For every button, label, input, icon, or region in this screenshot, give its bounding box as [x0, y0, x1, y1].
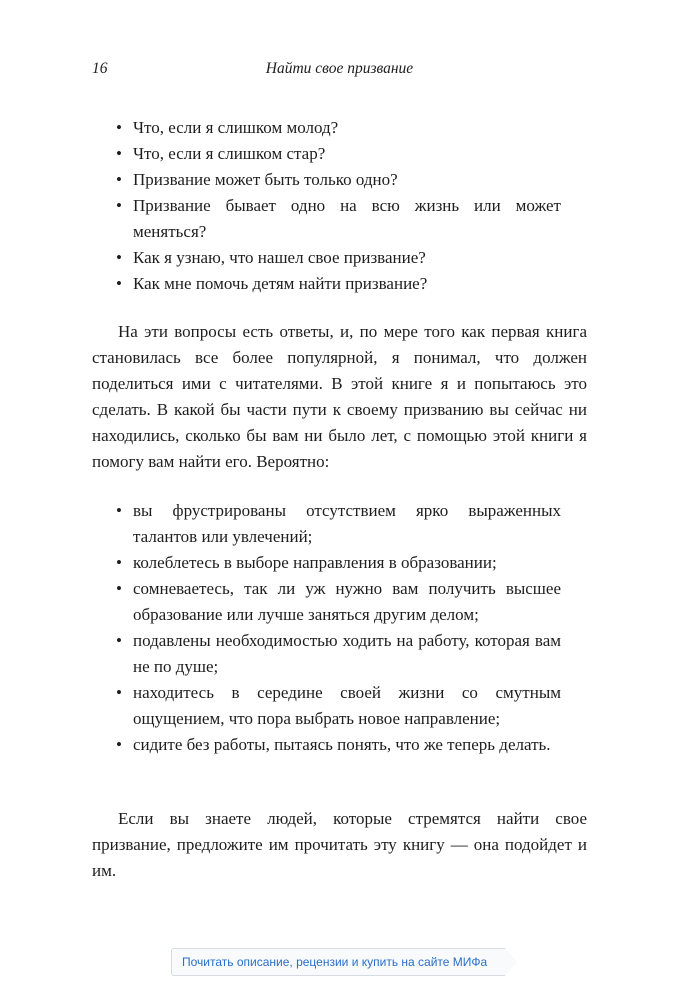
list-item	[92, 576, 561, 628]
questions-list-block	[92, 115, 587, 297]
list-item	[92, 115, 561, 141]
list-item-text: колеблетесь в выборе направления в образовании;	[133, 553, 497, 572]
states-list-block	[92, 498, 587, 758]
book-title: Найти свое призвание	[265, 60, 414, 77]
list-item	[92, 628, 561, 680]
list-item	[92, 732, 561, 758]
bullet-icon: •	[116, 553, 122, 572]
list-item	[92, 498, 561, 550]
bullet-icon: •	[116, 248, 122, 267]
list-item	[92, 550, 561, 576]
list-item-text: Что, если я слишком молод?	[133, 118, 339, 137]
list-item-text: Как я узнаю, что нашел свое призвание?	[133, 248, 426, 267]
list-item-text: сидите без работы, пытаясь понять, что же теперь делать.	[133, 735, 551, 754]
bullet-icon: •	[116, 683, 122, 702]
bullet-icon: •	[116, 735, 122, 754]
list-item-text: сомневаетесь, так ли уж нужно вам получить высшее образование или лучше заняться другим делом;	[133, 579, 561, 624]
list-item-text: Призвание бывает одно на всю жизнь или может меняться?	[133, 196, 561, 241]
bullet-icon: •	[116, 501, 122, 520]
list-item	[92, 193, 561, 245]
questions-list	[92, 115, 587, 297]
body-paragraph-block	[92, 319, 587, 475]
list-item-text: подавлены необходимостью ходить на работу, которая вам не по душе;	[133, 631, 561, 676]
closing-paragraph-block	[92, 806, 587, 884]
page-number: 16	[92, 60, 108, 77]
list-item-text: Что, если я слишком стар?	[133, 144, 326, 163]
bullet-icon: •	[116, 170, 122, 189]
list-item-text: Призвание может быть только одно?	[133, 170, 398, 189]
body-paragraph: На эти вопросы есть ответы, и, по мере того как первая книга становилась все более популярной, я понимал, что должен поделиться ими с читателями. В этой книге я и попытаюсь это сделать. В какой бы части пути к своему призванию вы сейчас ни находились, сколько бы вам ни было лет, с помощью этой книги я помогу вам найти его. Вероятно:	[92, 322, 587, 471]
list-item-text: находитесь в середине своей жизни со смутным ощущением, что пора выбрать новое направление;	[133, 683, 561, 728]
running-head	[92, 60, 587, 84]
list-item	[92, 271, 561, 297]
buy-book-link[interactable]: Почитать описание, рецензии и купить на сайте МИФа	[171, 948, 505, 976]
bullet-icon: •	[116, 579, 122, 598]
list-item	[92, 167, 561, 193]
states-list	[92, 498, 587, 758]
list-item	[92, 680, 561, 732]
list-item-text: Как мне помочь детям найти призвание?	[133, 274, 428, 293]
closing-paragraph: Если вы знаете людей, которые стремятся найти свое призвание, предложите им прочитать эту книгу — она подойдет и им.	[92, 809, 587, 880]
bullet-icon: •	[116, 631, 122, 650]
list-item-text: вы фрустрированы отсутствием ярко выраженных талантов или увлечений;	[133, 501, 561, 546]
bullet-icon: •	[116, 144, 122, 163]
list-item	[92, 245, 561, 271]
bullet-icon: •	[116, 118, 122, 137]
bullet-icon: •	[116, 196, 122, 215]
bullet-icon: •	[116, 274, 122, 293]
list-item	[92, 141, 561, 167]
